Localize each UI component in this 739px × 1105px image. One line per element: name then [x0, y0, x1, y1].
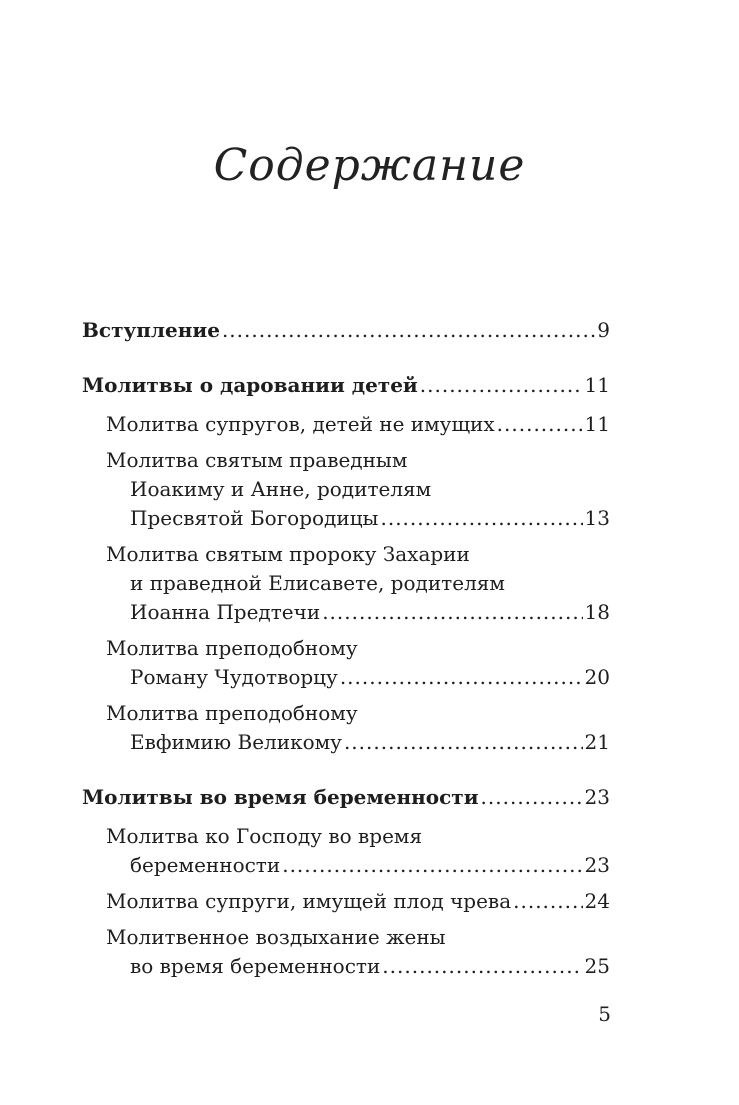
toc-line [106, 634, 610, 663]
toc-line [106, 663, 610, 692]
toc-line [106, 923, 610, 952]
toc-line [106, 699, 610, 728]
toc-entry[interactable] [106, 887, 610, 916]
toc-entry-title: Молитва супругов, детей не имущих [106, 412, 495, 436]
toc-entry-title: Молитвы во время беременности [82, 785, 479, 809]
toc-entry[interactable] [106, 923, 610, 981]
toc-entry[interactable] [106, 410, 610, 439]
dot-leader [222, 316, 595, 345]
toc-page-number: 23 [584, 785, 610, 809]
toc-entry-title: Иоакиму и Анне, родителям [130, 477, 432, 501]
toc-page-number: 11 [584, 373, 610, 397]
toc-line [106, 446, 610, 475]
toc-page-number: 20 [584, 665, 610, 689]
dot-leader [340, 663, 583, 692]
page-number: 5 [598, 1002, 611, 1026]
toc-line [106, 410, 610, 439]
toc-entry-title: Вступление [82, 318, 220, 342]
toc-line [106, 887, 610, 916]
toc-entry-title: беременности [130, 853, 281, 877]
toc-line [106, 475, 610, 504]
toc-entry[interactable] [106, 446, 610, 533]
toc-page-number: 25 [584, 954, 610, 978]
table-of-contents [82, 316, 610, 988]
toc-line [82, 371, 610, 400]
toc-entry-title: Иоанна Предтечи [130, 600, 321, 624]
toc-line [106, 569, 610, 598]
toc-entry-title: Молитва преподобному [106, 636, 358, 660]
toc-line [106, 851, 610, 880]
toc-page-number: 9 [597, 318, 610, 342]
toc-entry-title: Молитва супруги, имущей плод чрева [106, 889, 512, 913]
page-title: Содержание [213, 140, 526, 191]
toc-entry[interactable] [106, 699, 610, 757]
dot-leader [344, 728, 583, 757]
dot-leader [380, 504, 582, 533]
toc-page-number: 24 [584, 889, 610, 913]
toc-entry-title: Молитвы о даровании детей [82, 373, 418, 397]
toc-entry-title: Молитвенное воздыхание жены [106, 925, 446, 949]
toc-line [106, 822, 610, 851]
dot-leader [322, 598, 582, 627]
toc-line [106, 728, 610, 757]
toc-entry[interactable] [106, 822, 610, 880]
toc-page-number: 13 [584, 506, 610, 530]
toc-entry-title: Молитва преподобному [106, 701, 358, 725]
toc-line [106, 598, 610, 627]
toc-section[interactable] [82, 371, 610, 400]
toc-entry-title: Молитва ко Господу во время [106, 824, 423, 848]
toc-entry[interactable] [106, 634, 610, 692]
toc-entry-title: Роману Чудотворцу [130, 665, 338, 689]
toc-entry-title: Молитва святым пророку Захарии [106, 542, 470, 566]
toc-page-number: 21 [584, 730, 610, 754]
toc-entry-title: Молитва святым праведным [106, 448, 408, 472]
toc-line [106, 504, 610, 533]
toc-page-number: 18 [584, 600, 610, 624]
dot-leader [420, 371, 583, 400]
dot-leader [497, 410, 583, 439]
dot-leader [382, 952, 582, 981]
dot-leader [513, 887, 582, 916]
toc-section[interactable] [82, 316, 610, 345]
toc-line [82, 783, 610, 812]
toc-line [82, 316, 610, 345]
dot-leader [282, 851, 582, 880]
toc-page-number: 23 [584, 853, 610, 877]
toc-entry-title: Пресвятой Богородицы [130, 506, 379, 530]
dot-leader [481, 783, 583, 812]
toc-entry-title: Евфимию Великому [130, 730, 342, 754]
toc-section[interactable] [82, 783, 610, 812]
toc-line [106, 540, 610, 569]
toc-line [106, 952, 610, 981]
toc-entry-title: и праведной Елисавете, родителям [130, 571, 505, 595]
toc-page-number: 11 [584, 412, 610, 436]
toc-entry-title: во время беременности [130, 954, 381, 978]
toc-entry[interactable] [106, 540, 610, 627]
